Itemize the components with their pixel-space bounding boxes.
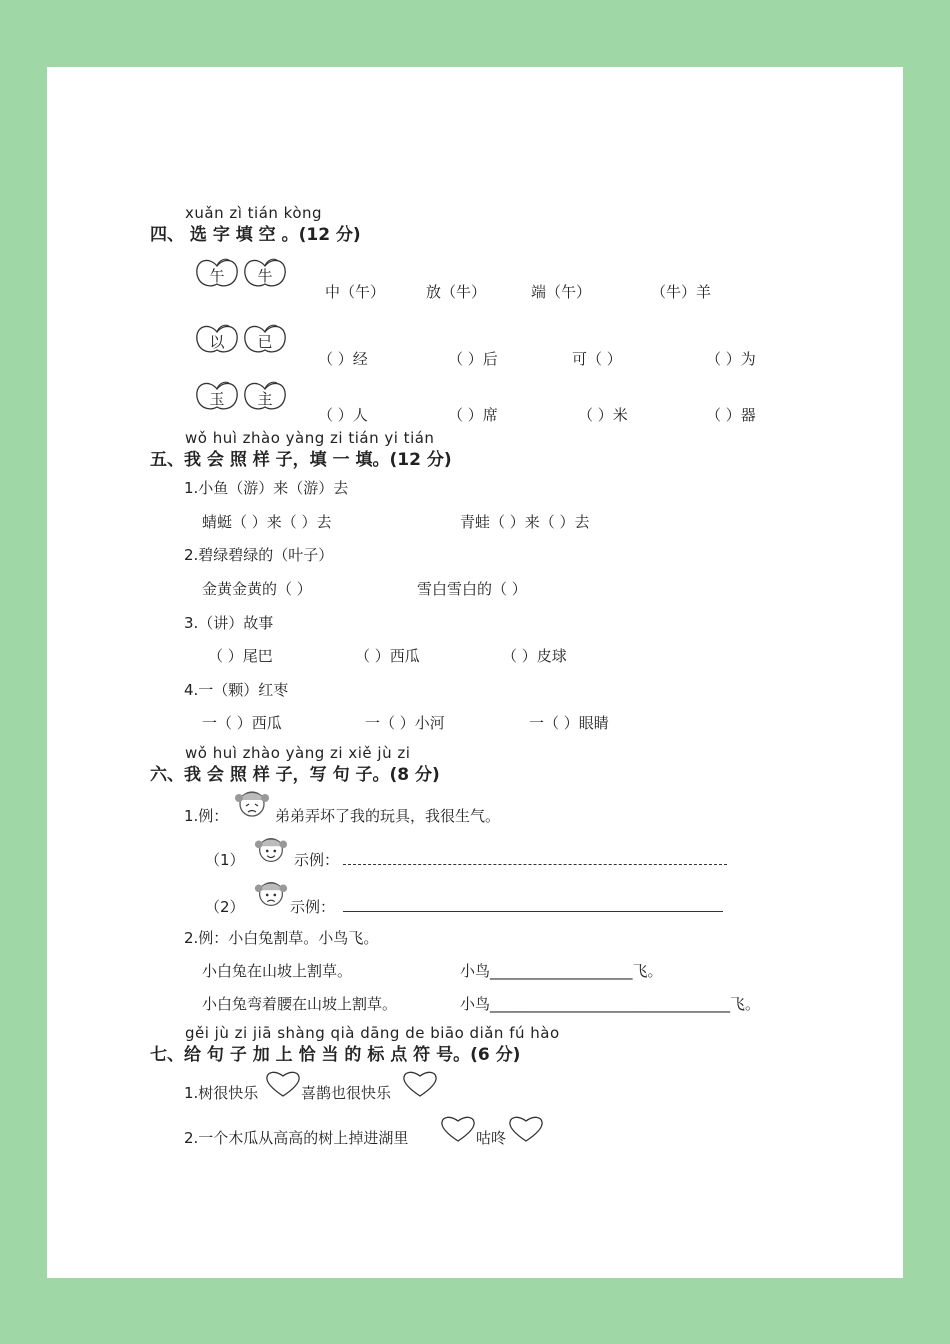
heart-blank-icon[interactable] (402, 1070, 438, 1098)
char-option: 牛 (257, 267, 273, 285)
s6-sub2-label: 示例： (290, 898, 336, 916)
fill-item: （ ）器 (706, 406, 756, 424)
fill-item: 放（牛） (426, 283, 487, 301)
s6-sub2-num: （2） (205, 898, 245, 916)
s5-q1: 1.小鱼（游）来（游）去 (184, 479, 349, 497)
fill-item: 雪白雪白的（ ） (417, 580, 527, 598)
char-option: 玉 (209, 390, 225, 408)
fill-item: （ ）西瓜 (355, 647, 420, 665)
girl-face-icon (253, 876, 289, 912)
s6-pinyin: wǒ huì zhào yàng zi xiě jù zi (185, 744, 411, 762)
girl-face-icon (233, 786, 271, 822)
fill-item: 端（午） (531, 283, 592, 301)
s6-sub1-num: （1） (205, 851, 245, 869)
s7-pinyin: gěi jù zi jiā shàng qià dāng de biāo diǎn fú hào (185, 1024, 560, 1042)
char-option: 已 (257, 333, 273, 351)
fill-item: （ ）席 (448, 406, 498, 424)
apple-icon (195, 324, 239, 358)
s5-heading: 五、我 会 照 样 子，填 一 填。(12 分) (150, 450, 452, 470)
fill-item: （ ）尾巴 (208, 647, 273, 665)
fill-item: 一（ ）眼睛 (529, 714, 609, 732)
fill-item: （ ）经 (318, 350, 368, 368)
s6-row2-left: 小白兔弯着腰在山坡上割草。 (202, 995, 398, 1013)
fill-item: （ ）为 (706, 350, 756, 368)
heart-blank-icon[interactable] (265, 1070, 301, 1098)
fill-item: 青蛙（ ）来（ ）去 (460, 513, 590, 531)
answer-line[interactable] (343, 864, 727, 865)
fill-item: 一（ ）小河 (365, 714, 445, 732)
s4-heading: 四、 选 字 填 空 。(12 分) (150, 225, 361, 245)
s5-q2: 2.碧绿碧绿的（叶子） (184, 546, 334, 564)
fill-item: （ ）米 (578, 406, 628, 424)
s7-q2-b: 咕咚 (476, 1129, 507, 1147)
apple-icon (243, 381, 287, 415)
s4-pinyin: xuǎn zì tián kòng (185, 204, 323, 222)
fill-item: （ ）皮球 (502, 647, 567, 665)
apple-icon (243, 324, 287, 358)
fill-item: 蜻蜓（ ）来（ ）去 (202, 513, 332, 531)
fill-item: 金黄金黄的（ ） (202, 580, 312, 598)
s6-example-label: 1.例： (184, 807, 229, 825)
fill-item: （ ）后 (448, 350, 498, 368)
s5-q4: 4.一（颗）红枣 (184, 681, 289, 699)
fill-item: 一（ ）西瓜 (202, 714, 282, 732)
heart-blank-icon[interactable] (440, 1115, 476, 1143)
answer-line[interactable] (343, 911, 723, 912)
s6-sub1-label: 示例： (294, 851, 340, 869)
s6-heading: 六、我 会 照 样 子，写 句 子。(8 分) (150, 765, 440, 785)
char-option: 午 (209, 267, 225, 285)
heart-blank-icon[interactable] (508, 1115, 544, 1143)
worksheet-page (47, 67, 903, 1278)
apple-icon (195, 258, 239, 292)
s6-example-text: 弟弟弄坏了我的玩具，我很生气。 (275, 807, 501, 825)
girl-face-icon (253, 833, 289, 867)
fill-item: （牛）羊 (651, 283, 712, 301)
fill-item: 可（ ） (572, 350, 622, 368)
char-option: 以 (209, 333, 225, 351)
s5-pinyin: wǒ huì zhào yàng zi tián yi tián (185, 429, 435, 447)
s7-q1-b: 喜鹊也很快乐 (301, 1084, 392, 1102)
apple-icon (243, 258, 287, 292)
char-option: 主 (257, 390, 273, 408)
s5-q3: 3.（讲）故事 (184, 614, 274, 632)
s7-q1-a: 1.树很快乐 (184, 1084, 259, 1102)
s6-row1-left: 小白兔在山坡上割草。 (202, 962, 353, 980)
fill-item: （ ）人 (318, 406, 368, 424)
s6-row2-right: 小鸟________________________________飞。 (460, 995, 761, 1013)
s7-q2-a: 2.一个木瓜从高高的树上掉进湖里 (184, 1129, 409, 1147)
s6-row1-right: 小鸟___________________飞。 (460, 962, 663, 980)
fill-item: 中（午） (325, 283, 386, 301)
s7-heading: 七、给 句 子 加 上 恰 当 的 标 点 符 号。(6 分) (150, 1045, 521, 1065)
s6-q2: 2.例：小白兔割草。小鸟飞。 (184, 929, 379, 947)
apple-icon (195, 381, 239, 415)
